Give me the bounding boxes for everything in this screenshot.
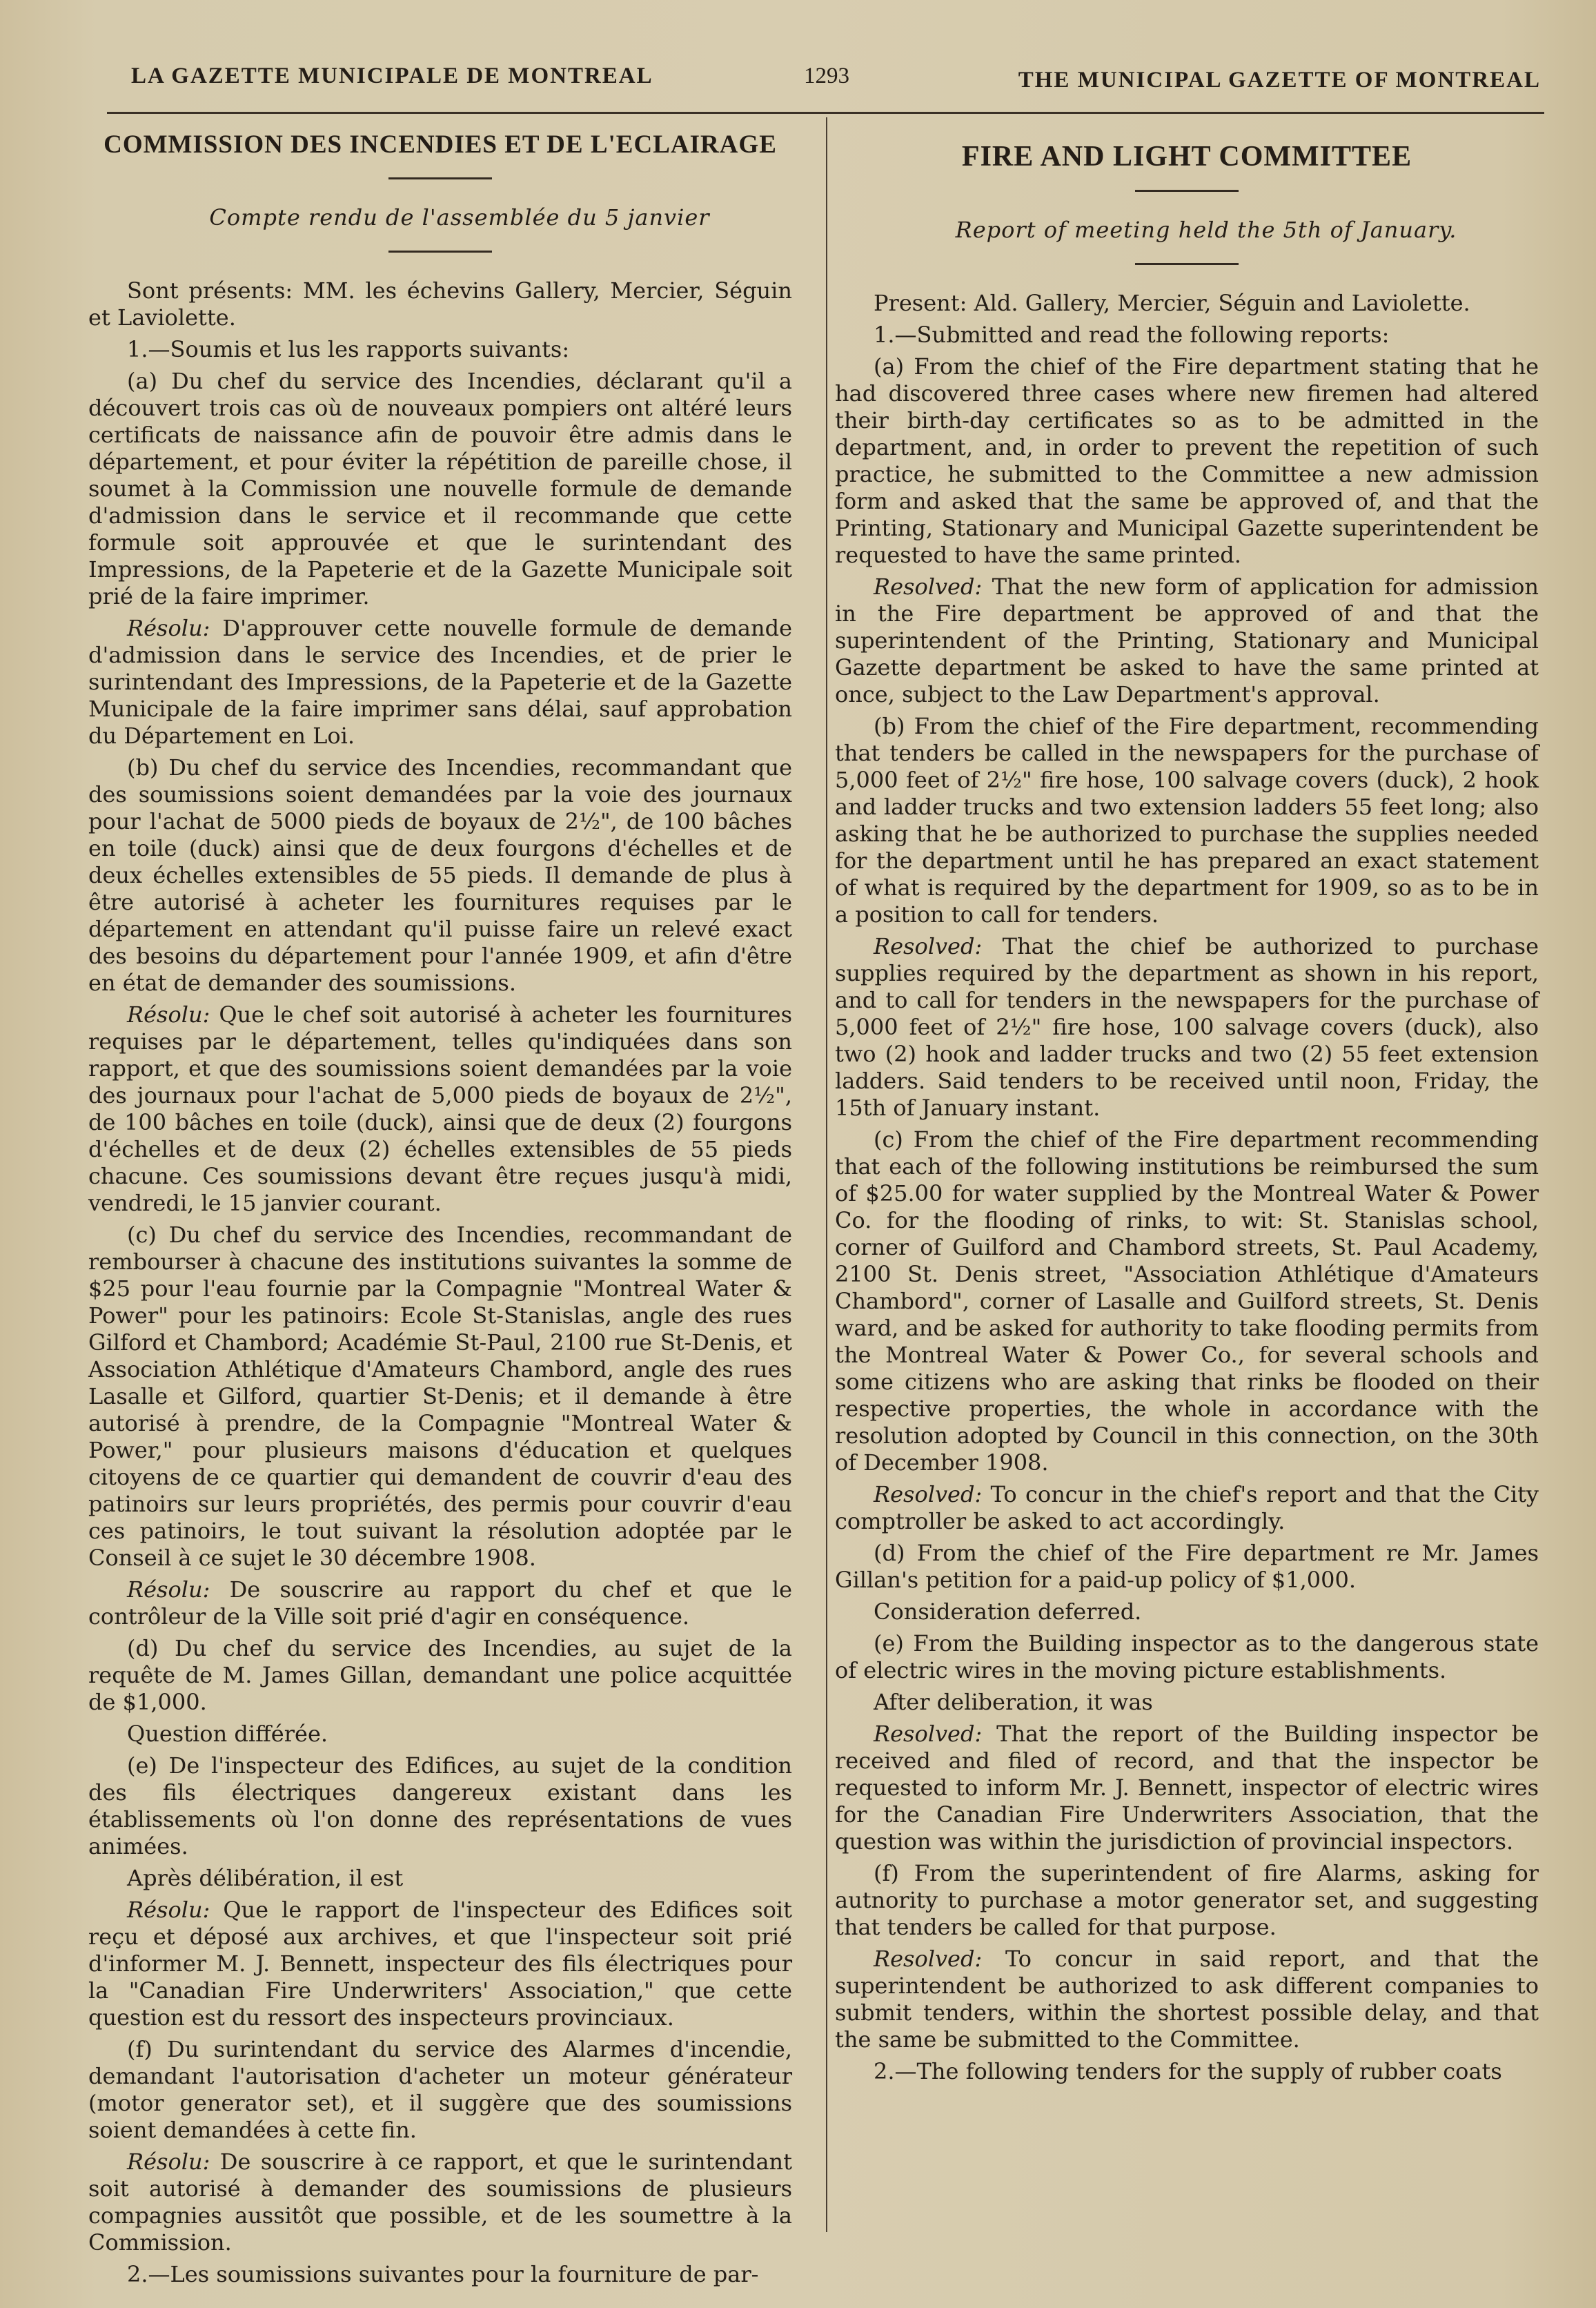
resolution-text: De souscrire au rapport du chef et que le contrôleur de la Ville soit prié d'agir en conséquence. [88,1576,792,1630]
resolution-text: Que le rapport de l'inspecteur des Edifices soit reçu et déposé aux archives, et que l'inspecteur soit prié d'informer M. J. Bennett, inspecteur des fils électriques pour la "Canadian Fire Underwriters' Association," que cette question est du ressort des inspecteurs provinciaux. [88,1897,792,2031]
page-number: 1293 [804,63,849,88]
english-report-b: (b) From the chief of the Fire department, recommending that tenders be called in the newspapers for the purchase of 5,000 feet of 2½" fire hose, 100 salvage covers (duck), 2 hook and ladder trucks and two extension ladders 55 feet long; also asking that he be authorized to purchase the supplies needed for the department until he has prepared an exact statement of what is required by the department for 1909, so as to be in a position to call for tenders. [835,713,1539,928]
english-note-e: After deliberation, it was [874,1689,1153,1715]
resolution-text: That the report of the Building inspector be received and filed of record, and that the inspector be requested to inform Mr. J. Bennett, inspector of electric wires for the Canadian Fire Underwriters Association, that the question was within the jurisdiction of provincial inspectors. [835,1721,1539,1855]
french-item-2: 2.—Les soumissions suivantes pour la fourniture de par- [127,2261,759,2287]
subtitle-rule [1135,263,1239,265]
column-divider [826,117,827,2232]
resolution-label: Resolved: [874,574,983,600]
french-report-a: (a) Du chef du service des Incendies, déclarant qu'il a découvert trois cas où de nouveaux pompiers ont altéré leurs certificats de naissance afin de pouvoir être admis dans le département, et pour éviter la répétition de pareille chose, il soumet à la Commission une nouvelle formule de demande d'admission dans le service et il recommande que cette formule soit approuvée et que le surintendant des Impressions, de la Papeterie et de la Gazette Municipale soit prié de la faire imprimer. [88,368,792,609]
french-attendance: Sont présents: MM. les échevins Gallery, Mercier, Séguin et Laviolette. [88,277,792,331]
french-report-c: (c) Du chef du service des Incendies, recommandant de rembourser à chacune des institutions suivantes la somme de $25 pour l'eau fournie par la Compagnie "Montreal Water & Power" pour les patinoirs: Ecole St-Stanislas, angle des rues Gilford et Chambord; Académie St-Paul, 2100 rue St-Denis, et Association Athlétique d'Amateurs Chambord, angle des rues Lasalle et Gilford, quartier St-Denis; et il demande à être autorisé à prendre, de la Compagnie "Montreal Water & Power," pour plusieurs maisons d'éducation et quelques citoyens de ce quartier qui demandent de couvrir d'eau des patinoirs sur leurs propriétés, des permis pour couvrir d'eau ces patinoirs, le tout suivant la résolution adoptée par le Conseil à ce sujet le 30 décembre 1908. [88,1222,792,1571]
resolution-text: That the chief be authorized to purchase supplies required by the department as shown in his report, and to call for tenders in the newspapers for the purchase of 5,000 feet of 2½" fire hose, 100 salvage covers (duck), also two (2) hook and ladder trucks and two (2) 55 feet extension ladders. Said tenders to be received until noon, Friday, the 15th of January instant. [835,933,1539,1121]
english-resolution-b [835,933,1539,1122]
french-resolution-a [88,615,792,750]
resolution-text: De souscrire à ce rapport, et que le surintendant soit autorisé à demander des soumissions de plusieurs compagnies aussitôt que possible, et de les soumettre à la Commission. [88,2149,792,2256]
english-report-d: (d) From the chief of the Fire department re Mr. James Gillan's petition for a paid-up policy of $1,000. [835,1540,1539,1593]
english-note-d: Consideration deferred. [874,1598,1142,1625]
french-resolution-e [88,1897,792,2031]
french-resolution-b [88,1001,792,1217]
page-header [104,63,1541,105]
french-report-d: (d) Du chef du service des Incendies, au sujet de la requête de M. James Gillan, demandant une police acquittée de $1,000. [88,1635,792,1715]
resolution-label: Resolved: [874,1721,983,1747]
english-resolution-f [835,1946,1539,2053]
french-note-e: Après délibération, il est [127,1865,404,1891]
french-resolution-c [88,1576,792,1630]
resolution-label: Résolu: [127,2149,210,2175]
resolution-label: Résolu: [127,615,210,641]
french-report-b: (b) Du chef du service des Incendies, recommandant que des soumissions soient demandées par la voie des journaux pour l'achat de 5000 pieds de boyaux de 2½", de 100 bâches en toile (duck) ainsi que de deux fourgons d'échelles et de deux échelles extensibles de 55 pieds. Il demande de plus à être autorisé à acheter les fournitures requises par le département en attendant qu'il puisse faire un relevé exact des besoins du département pour l'année 1909, et afin d'être en état de demander des soumissions. [88,754,792,996]
english-resolution-a [835,574,1539,708]
english-report-a: (a) From the chief of the Fire department stating that he had discovered three cases where new firemen had altered their birth-day certificates so as to be admitted in the department, and, in order to prevent the repetition of such practice, he submitted to the Committee a new admission form and asked that the same be approved of, and that the Printing, Stationary and Municipal Gazette superintendent be requested to have the same printed. [835,353,1539,568]
english-attendance: Present: Ald. Gallery, Mercier, Séguin and Laviolette. [874,290,1470,316]
resolution-text: D'approuver cette nouvelle formule de demande d'admission dans le service des Incendies, et de prier le surintendant des Impressions, de la Papeterie et de la Gazette Municipale de la faire imprimer sans délai, sauf approbation du Département en Loi. [88,615,792,749]
resolution-text: To concur in the chief's report and that the City comptroller be asked to act accordingly. [835,1481,1539,1534]
resolution-text: That the new form of application for admission in the Fire department be approved of and that the superintendent of the Printing, Stationary and Municipal Gazette department be asked to have the same printed at once, subject to the Law Department's approval. [835,574,1539,707]
english-report-c: (c) From the chief of the Fire department recommending that each of the following institutions be reimbursed the sum of $25.00 for water supplied by the Montreal Water & Power Co. for the flooding of rinks, to wit: St. Stanislas school, corner of Guilford and Chambord streets, St. Paul Academy, 2100 St. Denis street, "Association Athlétique d'Amateurs Chambord", corner of Lasalle and Guilford streets, St. Denis ward, and be asked for authority to take flooding permits from the Montreal Water & Power Co., for several schools and some citizens who are asking that rinks be flooded on their respective properties, the whole in accordance with the resolution adopted by Council in this connection, on the 30th of December 1908. [835,1126,1539,1476]
french-item-1: 1.—Soumis et lus les rapports suivants: [127,336,570,362]
header-rule [107,112,1544,114]
english-report-f: (f) From the superintendent of fire Alarms, asking for autnority to purchase a motor generator set, and suggesting that tenders be called for that purpose. [835,1860,1539,1940]
english-item-1: 1.—Submitted and read the following reports: [874,322,1390,348]
header-english-title: THE MUNICIPAL GAZETTE OF MONTREAL [1018,68,1541,92]
english-resolution-c [835,1481,1539,1535]
subtitle-rule [388,251,492,253]
resolution-label: Resolved: [874,1946,983,1972]
french-note-d: Question différée. [127,1721,328,1747]
resolution-label: Resolved: [874,933,983,959]
english-subtitle: Report of meeting held the 5th of January. [955,217,1457,243]
resolution-label: Resolved: [874,1481,983,1507]
french-report-e: (e) De l'inspecteur des Edifices, au sujet de la condition des fils électriques dangereux existant dans les établissements où l'on donne des représentations de vues animées. [88,1752,792,1859]
resolution-label: Résolu: [127,1576,210,1603]
french-section-title: COMMISSION DES INCENDIES ET DE L'ECLAIRAGE [104,130,777,159]
french-resolution-f [88,2149,792,2256]
english-resolution-e [835,1721,1539,1855]
french-column [88,131,792,2293]
english-column [835,138,1539,2090]
title-rule [388,177,492,179]
resolution-text: To concur in said report, and that the superintendent be authorized to ask different companies to submit tenders, within the shortest possible delay, and that the same be submitted to the Committee. [835,1946,1539,2053]
resolution-label: Résolu: [127,1001,210,1028]
french-subtitle: Compte rendu de l'assemblée du 5 janvier [209,204,710,231]
english-section-title: FIRE AND LIGHT COMMITTEE [961,141,1412,173]
title-rule [1135,190,1239,192]
french-report-f: (f) Du surintendant du service des Alarmes d'incendie, demandant l'autorisation d'acheter un moteur générateur (motor generator set), et il suggère que des soumissions soient demandées à cette fin. [88,2036,792,2143]
english-report-e: (e) From the Building inspector as to the dangerous state of electric wires in the moving picture establishments. [835,1630,1539,1683]
resolution-text: Que le chef soit autorisé à acheter les fournitures requises par le département, telles qu'indiquées dans son rapport, et que des soumissions soient demandées par la voie des journaux pour l'achat de 5,000 pieds de boyaux de 2½", de 100 bâches en toile (duck), ainsi que de deux (2) fourgons d'échelles et de deux (2) échelles extensibles de 55 pieds chacune. Ces soumissions devant être reçues jusqu'à midi, vendredi, le 15 janvier courant. [88,1001,792,1216]
english-item-2: 2.—The following tenders for the supply of rubber coats [874,2058,1502,2084]
header-french-title: LA GAZETTE MUNICIPALE DE MONTREAL [131,63,653,88]
resolution-label: Résolu: [127,1897,210,1923]
